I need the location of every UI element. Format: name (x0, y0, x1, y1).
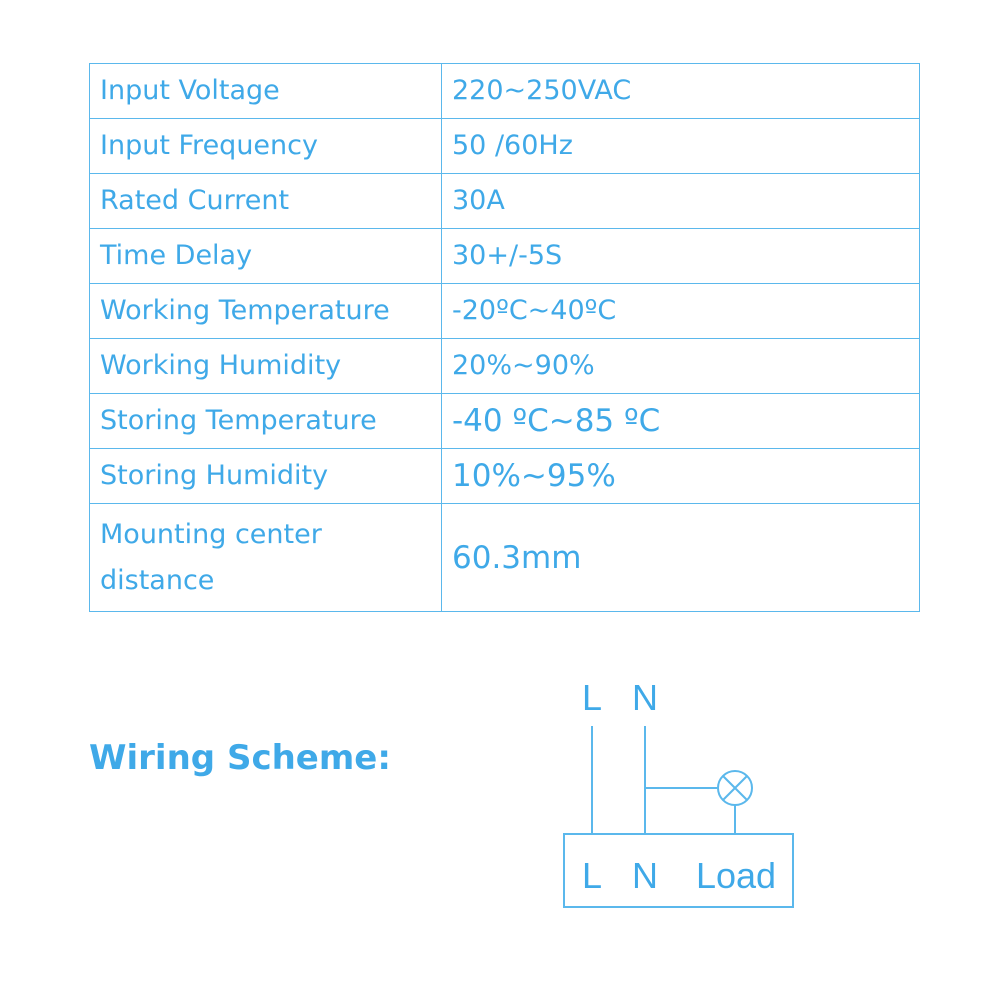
lamp-icon (718, 771, 752, 805)
spec-value: 30A (442, 174, 920, 229)
spec-label: Rated Current (90, 174, 442, 229)
terminal-n-label: N (632, 855, 658, 896)
line-l-label: L (581, 677, 603, 718)
spec-label: Input Frequency (90, 119, 442, 174)
spec-label: Working Temperature (90, 284, 442, 339)
spec-value: 60.3mm (442, 504, 920, 612)
wiring-title: Wiring Scheme: (89, 738, 391, 778)
spec-label: Storing Humidity (90, 449, 442, 504)
spec-value: 30+/-5S (442, 229, 920, 284)
spec-value: 220~250VAC (442, 64, 920, 119)
spec-value: 50 /60Hz (442, 119, 920, 174)
spec-label: Time Delay (90, 229, 442, 284)
terminal-l-label: L (581, 855, 603, 896)
spec-value: -40 ºC~85 ºC (442, 394, 920, 449)
spec-label: Mounting center distance (90, 504, 442, 612)
line-n-label: N (632, 677, 658, 718)
terminal-load-label: Load (695, 855, 777, 896)
spec-value: 10%~95% (442, 449, 920, 504)
spec-value: -20ºC~40ºC (442, 284, 920, 339)
spec-label: Storing Temperature (90, 394, 442, 449)
spec-label: Input Voltage (90, 64, 442, 119)
spec-value: 20%~90% (442, 339, 920, 394)
spec-label: Working Humidity (90, 339, 442, 394)
